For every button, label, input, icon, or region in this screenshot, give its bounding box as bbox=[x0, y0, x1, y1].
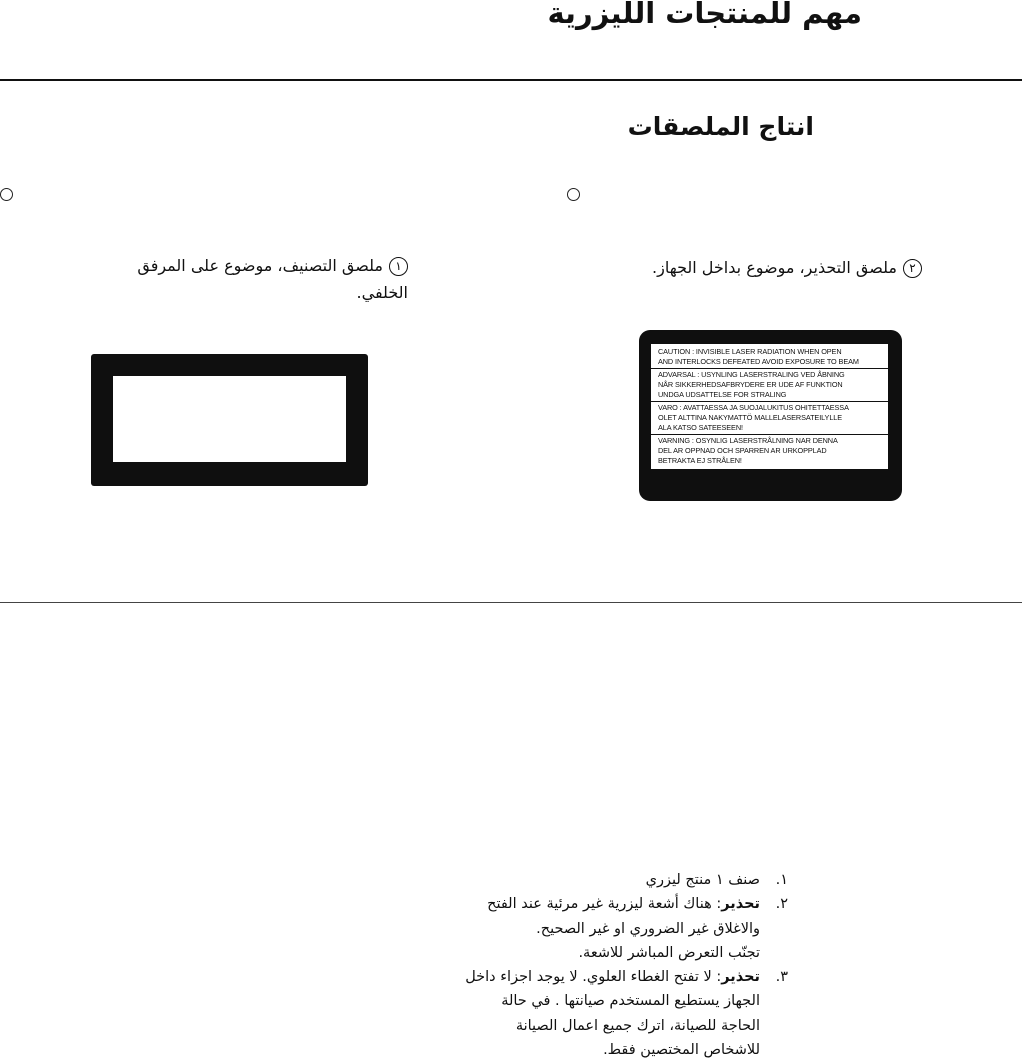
caption-text: ملصق التحذير، موضوع بداخل الجهاز. bbox=[652, 258, 897, 277]
note-text: : هناك أشعة ليزرية غير مرئية عند الفتح bbox=[487, 896, 722, 913]
caption-number-badge: ٢ bbox=[903, 259, 922, 278]
warning-line: DEL AR OPPNAD OCH SPARREN AR URKOPPLAD bbox=[658, 446, 827, 455]
caption-text: ملصق التصنيف، موضوع على المرفق bbox=[137, 256, 383, 275]
warning-line: CAUTION : INVISIBLE LASER RADIATION WHEN OPEN bbox=[658, 347, 842, 356]
warning-label-text-panel bbox=[651, 344, 888, 469]
note-item bbox=[430, 868, 788, 892]
warning-label-illustration bbox=[639, 330, 902, 501]
warning-line: ADVARSAL : USYNLING LASERSTRALING VED ÅBNING bbox=[658, 370, 845, 379]
note-warning-word: تحذير bbox=[721, 896, 760, 913]
note-number: ٣. bbox=[775, 969, 788, 986]
classification-label-illustration bbox=[91, 354, 368, 486]
note-text: للاشخاص المختصين فقط. bbox=[603, 1042, 760, 1059]
page-title: مهم للمنتجات الليزرية bbox=[547, 0, 862, 30]
note-text: : لا تفتح الغطاء العلوي. لا يوجد اجزاء داخل bbox=[465, 969, 722, 986]
warning-line: UNDGA UDSATTELSE FOR STRALING bbox=[658, 390, 787, 399]
caption-number-badge: ١ bbox=[389, 257, 408, 276]
note-text: الحاجة للصيانة، اترك جميع اعمال الصيانة bbox=[515, 1017, 760, 1034]
note-number: ١. bbox=[775, 872, 788, 888]
warning-line: VARO : AVATTAESSA JA SUOJALUKITUS OHITETTAESSA bbox=[658, 403, 849, 412]
binding-hole-marker-right bbox=[567, 188, 580, 201]
classification-label-blank-area bbox=[113, 376, 346, 462]
note-item bbox=[430, 892, 788, 965]
note-text: الجهاز يستطيع المستخدم صيانتها . في حالة bbox=[501, 993, 760, 1010]
binding-hole-marker-left bbox=[0, 188, 13, 201]
warning-line: OLET ALTTINA NAKYMATTÖ MALLELASERSATEILYLLE bbox=[658, 413, 842, 422]
caption-line bbox=[137, 252, 408, 279]
note-warning-word: تحذير bbox=[721, 969, 760, 986]
note-text: تجنّب التعرض المباشر للاشعة. bbox=[578, 944, 760, 961]
warning-block-swedish bbox=[651, 435, 888, 467]
warning-label-caption bbox=[652, 254, 922, 281]
warning-line: BETRAKTA EJ STRÅLEN! bbox=[658, 456, 742, 465]
warning-line: VARNING : OSYNLIG LASERSTRÅLNING NAR DENNA bbox=[658, 436, 838, 445]
warning-line: ALA KATSO SATEESEEN! bbox=[658, 423, 743, 432]
section-title: انتاج الملصقات bbox=[627, 112, 814, 141]
classification-label-caption bbox=[137, 252, 408, 306]
note-text: والاغلاق غير الضروري او غير الصحيح. bbox=[536, 920, 760, 937]
caption-line: الخلفي. bbox=[356, 283, 408, 302]
warning-block-english bbox=[651, 346, 888, 369]
warning-block-finnish bbox=[651, 402, 888, 435]
note-item bbox=[430, 965, 788, 1062]
note-text: صنف ١ منتج ليزري bbox=[645, 872, 760, 888]
warning-line: NÅR SIKKERHEDSAFBRYDERE ER UDE AF FUNKTION bbox=[658, 380, 843, 389]
mid-divider bbox=[0, 602, 1022, 603]
note-number: ٢. bbox=[775, 896, 788, 913]
warning-line: AND INTERLOCKS DEFEATED AVOID EXPOSURE TO BEAM bbox=[658, 357, 859, 366]
laser-notes-list bbox=[430, 868, 788, 1062]
top-divider bbox=[0, 79, 1022, 81]
warning-block-danish bbox=[651, 369, 888, 402]
